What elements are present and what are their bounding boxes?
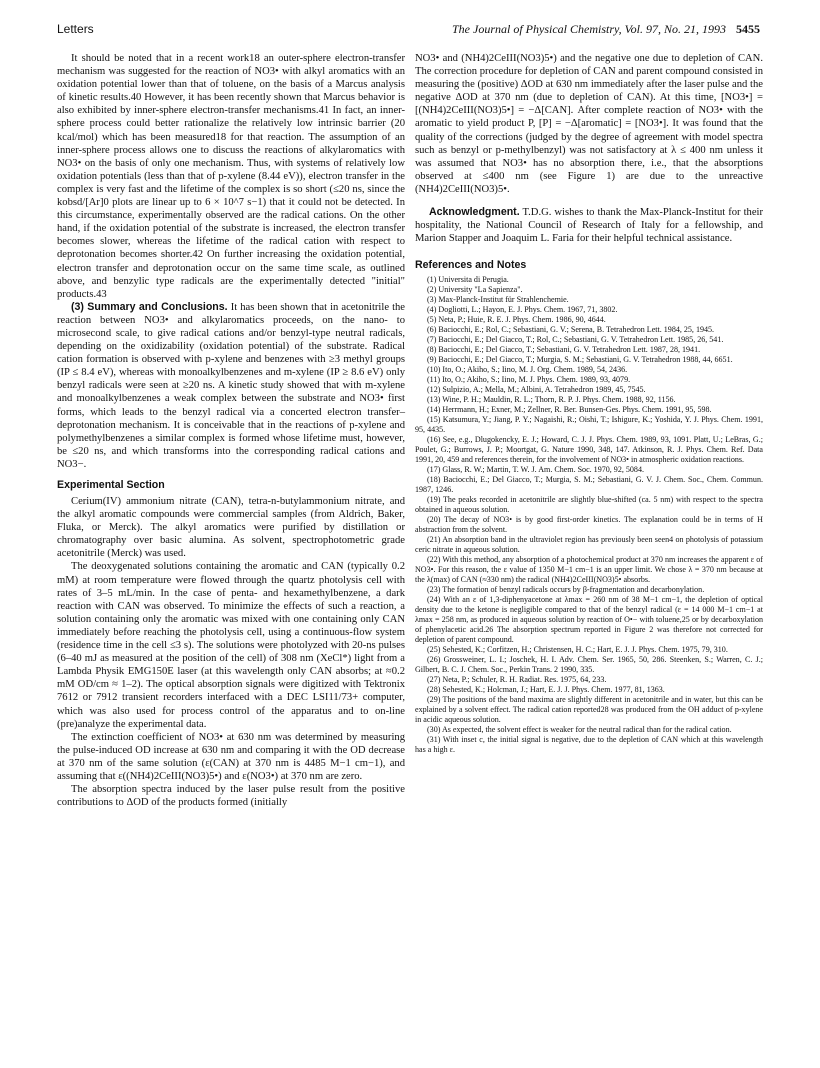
references-heading: References and Notes: [415, 259, 527, 272]
reference-item: (17) Glass, R. W.; Martin, T. W. J. Am. Chem. Soc. 1970, 92, 5084.: [427, 465, 644, 475]
reference-item: (23) The formation of benzyl radicals occurs by β-fragmentation and decarbonylation.: [427, 585, 705, 595]
experimental-heading: Experimental Section: [57, 479, 165, 491]
reference-item: (21) An absorption band in the ultraviolet region has previously been seen4 on photolysis of potassium ceric nitrate in aqueous solution.: [415, 535, 763, 555]
reference-item: (26) Grossweiner, L. I.; Joschek, H. I. Adv. Chem. Ser. 1965, 50, 286. Steenken, S.; Warren, C. J.; Gilbert, B. C. J. Chem. Soc., Perkin Trans. 2 1990, 335.: [415, 655, 763, 675]
reference-item: (28) Sehested, K.; Holcman, J.; Hart, E. J. J. Phys. Chem. 1977, 81, 1363.: [427, 685, 665, 695]
reference-item: (24) With an ε of 1,3-diphenyacetone at λmax = 260 nm of 38 M−1 cm−1, the depletion of optical density due to the ketone is negligible compared to that of the benzyl radical (ε = 14 000 M−1 cm−1 at λmax = 258 nm, as produced in aqueous solution by reaction of O•− with toluene,25 or by decarboxylation of phenylacetic acid.26 The absorption spectrum reported in Figure 2 was therefore not corrected for depletion of parent compound.: [415, 595, 763, 645]
ack-text: T.D.G. wishes to thank the Max-Planck-Institut for their hospitality, the National Council of Research of Italy for a fellowship, and Marion Stapper and Joaquim L. Faria for their helpful technical assistance.: [415, 207, 763, 245]
reference-item: (1) Universita di Perugia.: [427, 275, 509, 285]
reference-item: (11) Ito, O.; Akiho, S.; Iino, M. J. Phys. Chem. 1989, 93, 4079.: [427, 375, 631, 385]
experimental-paragraph: The extinction coefficient of NO3• at 630 nm was determined by measuring the pulse-induced OD increase at 630 nm and comparing it with the OD decrease at 370 nm of the same solution (ε(CAN) at 370 nm is 4485 M−1 cm−1), and assuming that ε((NH4)2CeIII(NO3)5•) and ε(NO3•) at 370 nm are zero.: [57, 731, 405, 782]
ack-heading: Acknowledgment.: [429, 206, 520, 219]
summary-paragraph: [57, 301, 405, 471]
right-column: [415, 52, 763, 755]
reference-item: (25) Sehested, K.; Corfitzen, H.; Christensen, H. C.; Hart, E. J. J. Phys. Chem. 1975, 79, 310.: [427, 645, 728, 655]
acknowledgment: [415, 206, 763, 245]
reference-item: (18) Baciocchi, E.; Del Giacco, T.; Murgia, S. M.; Sebastiani, G. V. J. Chem. Soc., Chem. Commun. 1987, 1246.: [415, 475, 763, 495]
references-list: [415, 275, 763, 755]
page-header: [57, 22, 760, 42]
reference-item: (27) Neta, P.; Schuler, R. H. Radiat. Res. 1975, 64, 233.: [427, 675, 607, 685]
reference-item: (20) The decay of NO3• is by good first-order kinetics. The explanation could be in terms of H abstraction from the solvent.: [415, 515, 763, 535]
reference-item: (5) Neta, P.; Huie, R. E. J. Phys. Chem. 1986, 90, 4644.: [427, 315, 606, 325]
reference-item: (3) Max-Planck-Institut für Strahlenchemie.: [427, 295, 569, 305]
reference-item: (12) Sulpizio, A.; Mella, M.; Albini, A. Tetrahedron 1989, 45, 7545.: [427, 385, 646, 395]
summary-heading: (3) Summary and Conclusions.: [71, 300, 228, 313]
reference-item: (7) Baciocchi, E.; Del Giacco, T.; Rol, C.; Sebastiani, G. V. Tetrahedron Lett. 1985, 26, 541.: [427, 335, 724, 345]
reference-item: (4) Dogliotti, L.; Hayon, E. J. Phys. Chem. 1967, 71, 3802.: [427, 305, 618, 315]
experimental-paragraph: The absorption spectra induced by the laser pulse result from the positive contributions to ΔOD of the products formed (initially: [57, 784, 405, 809]
experimental-paragraph: Cerium(IV) ammonium nitrate (CAN), tetra-n-butylammonium nitrate, and the alkyl aromatic compounds were commercial samples (from Aldrich, Baker, Fluka, or Merck). The alkyl aromatics were purified by distillation or chromatography over basic alumina. As solvent, spectrophotometric grade acetonitrile (Merck) was used.: [57, 496, 405, 560]
reference-item: (15) Katsumura, Y.; Jiang, P. Y.; Nagaishi, R.; Oishi, T.; Ishigure, K.; Yoshida, Y. J. Phys. Chem. 1991, 95, 4435.: [415, 415, 763, 435]
summary-text: It has been shown that in acetonitrile the reaction between NO3• and alkylaromatics proceeds, on the nano- to microsecond scale, to give radical cations and/or benzyl-type neutral radicals, depending on the oxidizability (oxidation potential) of the substrate. Radical cation formation is observed with p-xylene and benzenes with ≥3 methyl groups (IP ≤ 8.4 eV), whereas with monoalkylbenzenes and m-xylene (IP ≥ 8.6 eV) only benzyl radicals were seen at ≥20 ns. A kinetic study showed that with m-xylene and monoalkylbenzenes a weak complex between the substrate and NO3• first forms, which leads to the benzyl radical via a concerted electron transfer–deprotonation mechanism. It is conceivable that in the reactions of p-xylene and polymethylbenzenes a similar complex is formed whose lifetime must, however, be ≤20 ns, and which transforms into the corresponding radical cations and NO3−.: [57, 301, 406, 470]
left-column: [57, 52, 405, 809]
body-paragraph: It should be noted that in a recent work18 an outer-sphere electron-transfer mechanism was suggested for the reaction of NO3• with alkyl aromatics with an oxidation potential lower than that of toluene, on the basis of a Marcus analysis of kinetic results.40 However, it has been recently shown that Marcus behavior is also exhibited by inner-sphere electron-transfer mechanisms.41 In fact, an inner-sphere process could better rationalize the relatively low intrinsic barrier (20 kcal/mol) which has been measured18 for that reaction. The assumption of an inner-sphere process allows one to discuss the reactions of alkylaromatics with NO3• on the basis of only one mechanism. Thus, with systems of relatively low oxidation potentials (less than that of p-xylene (8.44 eV)), electron transfer in the complex is very fast and the lifetime of the complex is so short (≤20 ns, since the kobsd/[Ar]0 plots are linear up to 6 × 10^7 s−1) that it could not be detected. In this circumstance, experimentally observed are the radical cations. On the other hand, if the oxidation potential of the substrate is increased, the electron transfer becomes slower, whereas the lifetime of the radical cation with respect to deprotonation becomes shorter.42 On further increasing the oxidation potential, electron transfer and deprotonation occur on the same time scale, as outlined above, and benzylic type radicals are the experimentally detected "initial" products.43: [57, 53, 405, 300]
reference-item: (31) With inset c, the initial signal is negative, due to the depletion of CAN which at this wavelength has a high ε.: [415, 735, 763, 755]
reference-item: (22) With this method, any absorption of a photochemical product at 370 nm increases the apparent ε of NO3•. For this reason, the ε value of 1350 M−1 cm−1 is an upper limit. We chose λ = 370 nm because at the λ(max) of CAN (≈330 nm) the radical (NH4)2CeIII(NO3)5• absorbs.: [415, 555, 763, 585]
journal-citation: [452, 22, 760, 37]
experimental-paragraph: The deoxygenated solutions containing the aromatic and CAN (typically 0.2 mM) at room temperature were flowed through the quartz photolysis cell with rates of 3–5 mL/min. In the case of penta- and hexamethylbenzene, a dark reaction with CAN was observed. To minimize the effects of such a reaction, a solution containing only the aromatic was mixed with one containing only CAN immediately before reaching the photolysis cell, using a continuous-flow system (residence time in the cell ≤3 s). The solutions were photolyzed with 20-ns pulses (6–40 mJ as measured at the position of the cell) of 308 nm (XeCl*) light from a Lambda Physik EMG150E laser (at this wavelength only CAN absorbs; at ≈0.2 mM OD/cm ≈ 1–2). The optical absorption signals were digitized with Tektronix 7612 or 7912 transient recorders interfaced with a DEC LSI11/73+ computer, which was also used for process control of the apparatus and to on-line (pre)analyze the experimental data.: [57, 561, 405, 730]
continuation-paragraph: NO3• and (NH4)2CeIII(NO3)5•) and the negative one due to depletion of CAN. The correction procedure for depletion of CAN and parent compound consisted in measuring the (positive) ΔOD at 630 nm immediately after the laser pulse and the negative ΔOD at 370 nm (due to depletion of CAN). At this time, [NO3•] = [(NH4)2CeIII(NO3)5•] = −Δ[CAN]. After complete reaction of NO3• with the aromatic to yield product P, [P] = −Δ[aromatic] = [NO3•]. It was found that the quality of the corrections (judged by the degree of agreement with model spectra such as benzyl or p-methylbenzyl) was not satisfactory at λ ≤ 400 nm unless it was assumed that NO3• has no absorption there, i.e., that the absorptions observed at ≤400 nm (see Figure 1) are due to the unreactive (NH4)2CeIII(NO3)5•.: [415, 53, 764, 195]
reference-item: (19) The peaks recorded in acetonitrile are slightly blue-shifted (ca. 5 nm) with respect to the spectra obtained in aqueous solution.: [415, 495, 763, 515]
page-number: 5455: [736, 22, 760, 36]
journal-name: The Journal of Physical Chemistry, Vol. 97, No. 21, 1993: [452, 22, 726, 36]
reference-item: (9) Baciocchi, E.; Del Giacco, T.; Murgia, S. M.; Sebastiani, G. V. Tetrahedron 1988, 44, 6651.: [427, 355, 733, 365]
reference-item: (16) See, e.g., Dlugokencky, E. J.; Howard, C. J. J. Phys. Chem. 1989, 93, 1091. Platt, U.; LeBras, G.; Poulet, G.; Burrows, J. P.; Moortgat, G. Nature 1990, 348, 147. Atkinson, R. J. Phys. Chem. Ref. Data 1991, 20, 459 and references therein, for the involvement of NO3• in atmospheric oxidation reactions.: [415, 435, 763, 465]
section-label: Letters: [57, 22, 94, 36]
reference-item: (2) University "La Sapienza".: [427, 285, 523, 295]
reference-item: (6) Baciocchi, E.; Rol, C.; Sebastiani, G. V.; Serena, B. Tetrahedron Lett. 1984, 25, 1945.: [427, 325, 715, 335]
reference-item: (10) Ito, O.; Akiho, S.; Iino, M. J. Org. Chem. 1989, 54, 2436.: [427, 365, 628, 375]
reference-item: (30) As expected, the solvent effect is weaker for the neutral radical than for the radical cation.: [427, 725, 732, 735]
reference-item: (13) Wine, P. H.; Mauldin, R. L.; Thorn, R. P. J. Phys. Chem. 1988, 92, 1156.: [427, 395, 676, 405]
reference-item: (29) The positions of the band maxima are slightly different in acetonitrile and in water, but this can be explained by a solvent effect. The radical cation reported28 was produced from the OH adduct of p-xylene in acidic aqueous solution.: [415, 695, 763, 725]
reference-item: (14) Herrmann, H.; Exner, M.; Zellner, R. Ber. Bunsen-Ges. Phys. Chem. 1991, 95, 598.: [427, 405, 712, 415]
reference-item: (8) Baciocchi, E.; Del Giacco, T.; Sebastiani, G. V. Tetrahedron Lett. 1987, 28, 1941.: [427, 345, 701, 355]
